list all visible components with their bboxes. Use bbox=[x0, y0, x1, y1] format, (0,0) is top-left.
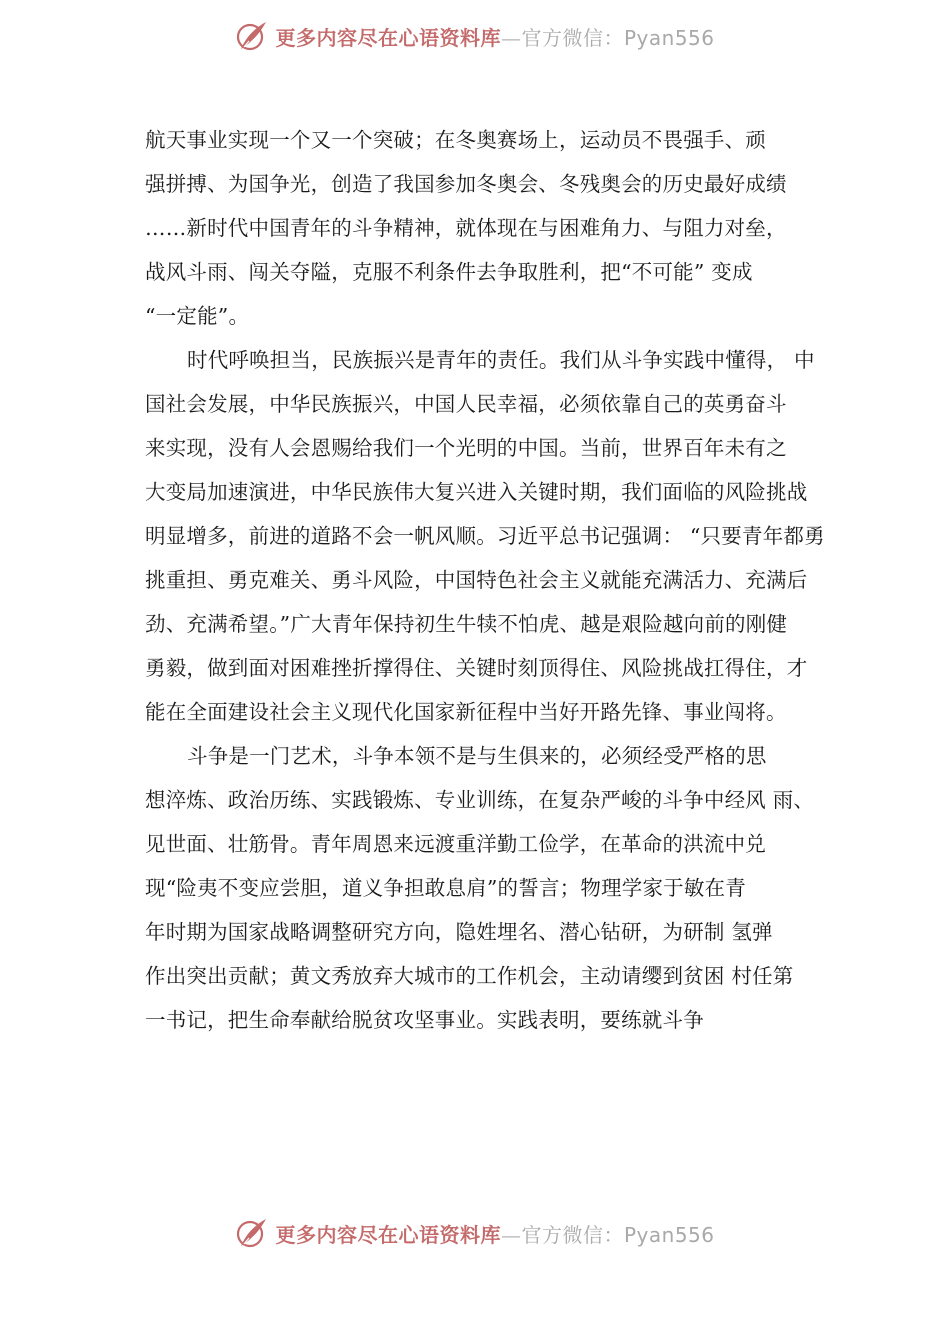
text-line: 劲、充满希望。”广大青年保持初生牛犊不怕虎、越是艰险越向前的刚健 bbox=[145, 612, 788, 636]
watermark-group bbox=[235, 19, 714, 53]
text-line: 勇毅，做到面对困难挫折撑得住、关键时刻顶得住、风险挑战扛得住，才 bbox=[145, 656, 808, 680]
watermark-group bbox=[235, 1216, 714, 1250]
watermark-brand: 更多内容尽在心语资料库 bbox=[275, 1222, 501, 1247]
watermark-brand: 更多内容尽在心语资料库 bbox=[275, 25, 501, 50]
text-line: 国社会发展，中华民族振兴，中国人民幸福，必须依靠自己的英勇奋斗 bbox=[145, 392, 787, 416]
text-line: 战风斗雨、闯关夺隘，克服不利条件去争取胜利，把“不可能” 变成 bbox=[145, 260, 753, 284]
watermark-official-label: 官方微信 bbox=[521, 25, 604, 50]
watermark-wechat-id: Pyan556 bbox=[623, 25, 715, 50]
text-line: ……新时代中国青年的斗争精神，就体现在与困难角力、与阻力对垒， bbox=[145, 216, 787, 240]
paragraph-start-line: 时代呼唤担当，民族振兴是青年的责任。我们从斗争实践中懂得， 中 bbox=[187, 348, 815, 372]
text-line: 年时期为国家战略调整研究方向，隐姓埋名、潜心钻研，为研制 氢弹 bbox=[145, 920, 773, 944]
watermark-separator: ： bbox=[603, 25, 624, 50]
watermark-separator: ： bbox=[603, 1222, 624, 1247]
quill-pen-logo-icon bbox=[235, 19, 269, 53]
text-line: 航天事业实现一个又一个突破；在冬奥赛场上，运动员不畏强手、顽 bbox=[145, 128, 766, 152]
text-line: “一定能”。 bbox=[145, 304, 250, 328]
watermark-wechat-id: Pyan556 bbox=[623, 1222, 715, 1247]
watermark-dash: — bbox=[500, 25, 522, 50]
text-line: 作出突出贡献；黄文秀放弃大城市的工作机会，主动请缨到贫困 村任第 bbox=[145, 964, 794, 988]
watermark-dash: — bbox=[500, 1222, 522, 1247]
header-watermark bbox=[0, 16, 950, 56]
text-line: 来实现，没有人会恩赐给我们一个光明的中国。当前，世界百年未有之 bbox=[145, 436, 787, 460]
paragraph-start-line: 斗争是一门艺术，斗争本领不是与生俱来的，必须经受严格的思 bbox=[187, 744, 767, 768]
text-line: 想淬炼、政治历练、实践锻炼、专业训练，在复杂严峻的斗争中经风 雨、 bbox=[145, 788, 815, 812]
text-line: 能在全面建设社会主义现代化国家新征程中当好开路先锋、事业闯将。 bbox=[145, 700, 787, 724]
document-body bbox=[145, 118, 825, 1042]
text-line: 强拼搏、为国争光，创造了我国参加冬奥会、冬残奥会的历史最好成绩 bbox=[145, 172, 787, 196]
footer-watermark bbox=[0, 1213, 950, 1253]
text-line: 一书记，把生命奉献给脱贫攻坚事业。实践表明，要练就斗争 bbox=[145, 1008, 704, 1032]
text-line: 现“险夷不变应尝胆，道义争担敢息肩”的誓言；物理学家于敏在青 bbox=[145, 876, 746, 900]
watermark-official-label: 官方微信 bbox=[521, 1222, 604, 1247]
text-line: 明显增多，前进的道路不会一帆风顺。习近平总书记强调： “只要青年都勇 bbox=[145, 524, 825, 548]
text-line: 挑重担、勇克难关、勇斗风险，中国特色社会主义就能充满活力、充满后 bbox=[145, 568, 808, 592]
text-line: 见世面、壮筋骨。青年周恩来远渡重洋勤工俭学，在革命的洪流中兑 bbox=[145, 832, 766, 856]
watermark-text bbox=[275, 1219, 714, 1248]
text-line: 大变局加速演进，中华民族伟大复兴进入关键时期，我们面临的风险挑战 bbox=[145, 480, 808, 504]
quill-pen-logo-icon bbox=[235, 1216, 269, 1250]
watermark-text bbox=[275, 22, 714, 51]
